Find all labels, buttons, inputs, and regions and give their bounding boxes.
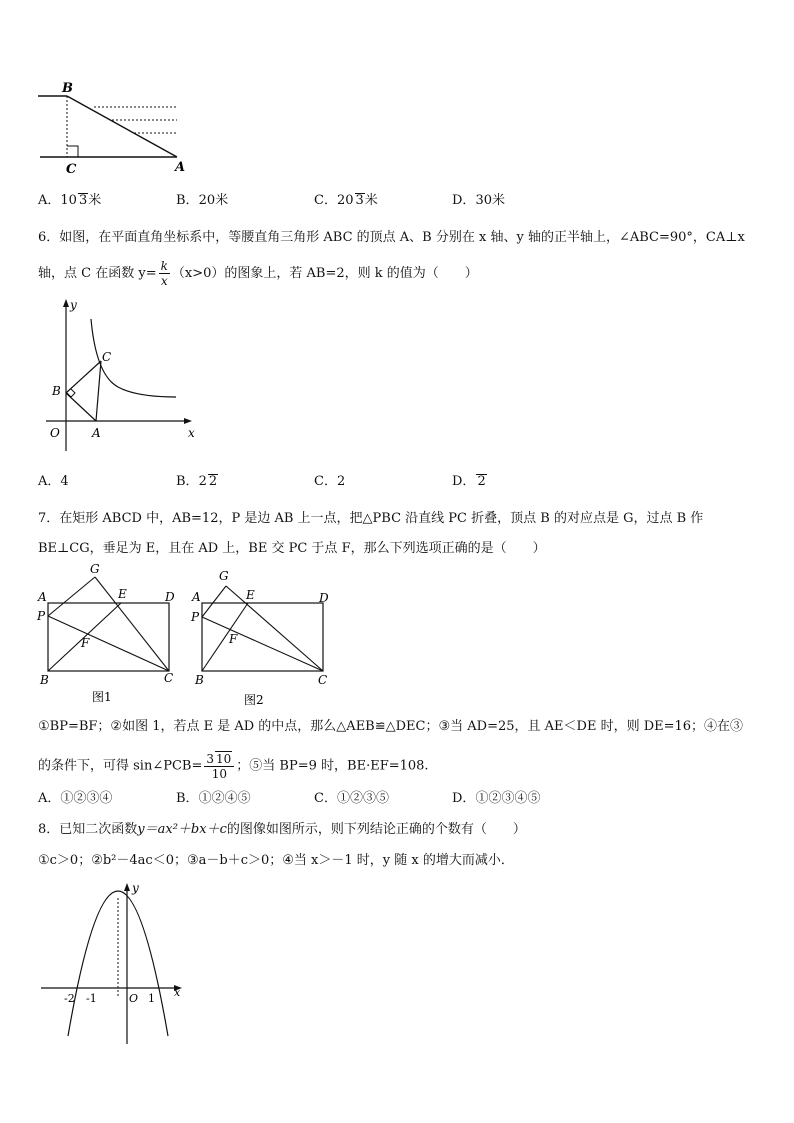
q6-option-c[interactable]: C．2 bbox=[314, 474, 346, 489]
q8-label-neg2: -2 bbox=[64, 992, 75, 1005]
q8-label-neg1: -1 bbox=[86, 992, 97, 1005]
q8-stem-line1: 8．已知二次函数y＝ax²＋bx＋c的图像如图所示，则下列结论正确的个数有（ ） bbox=[38, 822, 526, 837]
q7-option-a[interactable]: A．①②③④ bbox=[38, 791, 113, 806]
q5-option-b[interactable]: B．20米 bbox=[176, 193, 229, 208]
q7-figure-1 bbox=[34, 560, 184, 710]
q6-label-b: B bbox=[52, 384, 61, 398]
q6-figure bbox=[38, 295, 203, 455]
sqrt-sign: 2 bbox=[477, 474, 486, 489]
fig2-label-f: F bbox=[229, 632, 238, 646]
q7-statements-line1: ①BP=BF；②如图 1，若点 E 是 AD 的中点，那么△AEB≌△DEC；③当 AD=25，且 AE＜DE 时，则 DE=16；④在③ bbox=[38, 719, 744, 734]
q6-stem-line1: 6．如图，在平面直角坐标系中，等腰直角三角形 ABC 的顶点 A、B 分别在 x 轴、y 轴的正半轴上，∠ABC=90°，CA⊥x bbox=[38, 230, 745, 245]
q7-option-b[interactable]: B．①②④⑤ bbox=[176, 791, 251, 806]
q5-label-a: A bbox=[175, 160, 186, 175]
fig1-label-c: C bbox=[164, 671, 174, 685]
q6-label-o: O bbox=[50, 426, 60, 440]
q6-option-d[interactable]: D． 2 bbox=[452, 474, 486, 489]
q6-label-c: C bbox=[102, 350, 112, 364]
q5-label-c: C bbox=[66, 162, 77, 175]
q8-label-1: 1 bbox=[148, 992, 155, 1005]
q7-figure-2 bbox=[188, 560, 338, 710]
fig2-label-a: A bbox=[192, 590, 201, 604]
q6-label-x: x bbox=[188, 426, 195, 440]
q5-option-a[interactable]: A．10 3米 bbox=[38, 193, 102, 208]
fraction: $\frac{k}{x}$ bbox=[160, 259, 168, 288]
q5-label-b: B bbox=[62, 81, 73, 96]
q7-stem-line1: 7．在矩形 ABCD 中，AB=12，P 是边 AB 上一点，把△PBC 沿直线 PC 折叠，顶点 B 的对应点是 G，过点 B 作 bbox=[38, 511, 704, 526]
q8-stem-line2: ①c＞0；②b²－4ac＜0；③a－b＋c＞0；④当 x＞－1 时，y 随 x 的增大而减小． bbox=[38, 853, 514, 868]
q8-label-x: x bbox=[174, 986, 181, 999]
q7-option-c[interactable]: C．①②③⑤ bbox=[314, 791, 389, 806]
fig2-label-p: P bbox=[191, 610, 200, 624]
sqrt-sign: 3 bbox=[78, 193, 88, 208]
fig2-label-b: B bbox=[195, 673, 204, 687]
fig1-label-f: F bbox=[81, 636, 90, 650]
q8-label-y: y bbox=[132, 881, 139, 895]
sqrt-sign: 2 bbox=[208, 474, 218, 489]
fig2-label-d: D bbox=[319, 591, 329, 605]
fig1-caption: 图1 bbox=[92, 690, 112, 704]
q5-option-c[interactable]: C．20 3米 bbox=[314, 193, 378, 208]
fig1-label-b: B bbox=[40, 673, 49, 687]
q7-option-d[interactable]: D．①②③④⑤ bbox=[452, 791, 541, 806]
fig1-label-g: G bbox=[90, 562, 100, 576]
sqrt-sign: 3 bbox=[355, 193, 364, 208]
q5-figure bbox=[36, 80, 186, 175]
fig1-label-p: P bbox=[37, 609, 46, 623]
fraction: $\frac{3 10}{10}$ bbox=[204, 751, 234, 781]
q6-stem-line2: 轴，点 C 在函数 y= $\frac{k}{x}$ （x>0）的图象上，若 AB=2，则 k 的值为（ ） bbox=[38, 259, 478, 288]
fig1-label-e: E bbox=[118, 587, 127, 601]
fig2-label-c: C bbox=[318, 673, 328, 687]
fig2-label-e: E bbox=[246, 588, 255, 602]
sqrt-sign: 10 bbox=[216, 752, 232, 766]
q8-label-o: O bbox=[129, 992, 139, 1005]
fig2-label-g: G bbox=[219, 569, 229, 583]
fig2-caption: 图2 bbox=[244, 693, 264, 707]
q6-option-b[interactable]: B．2 2 bbox=[176, 474, 218, 489]
q6-option-a[interactable]: A．4 bbox=[38, 474, 69, 489]
q8-figure bbox=[38, 878, 198, 1048]
q6-label-y: y bbox=[70, 298, 77, 312]
fig1-label-d: D bbox=[165, 590, 175, 604]
q6-label-a: A bbox=[92, 426, 101, 440]
q7-statements-line2: 的条件下，可得 sin∠PCB= $\frac{3 10}{10}$ ；⑤当 BP=9 时，BE·EF=108. bbox=[38, 752, 429, 781]
q7-stem-line2: BE⊥CG，垂足为 E，且在 AD 上，BE 交 PC 于点 F，那么下列选项正确的是（ ） bbox=[38, 541, 546, 556]
fig1-label-a: A bbox=[38, 590, 47, 604]
q5-option-d[interactable]: D．30米 bbox=[452, 193, 505, 208]
